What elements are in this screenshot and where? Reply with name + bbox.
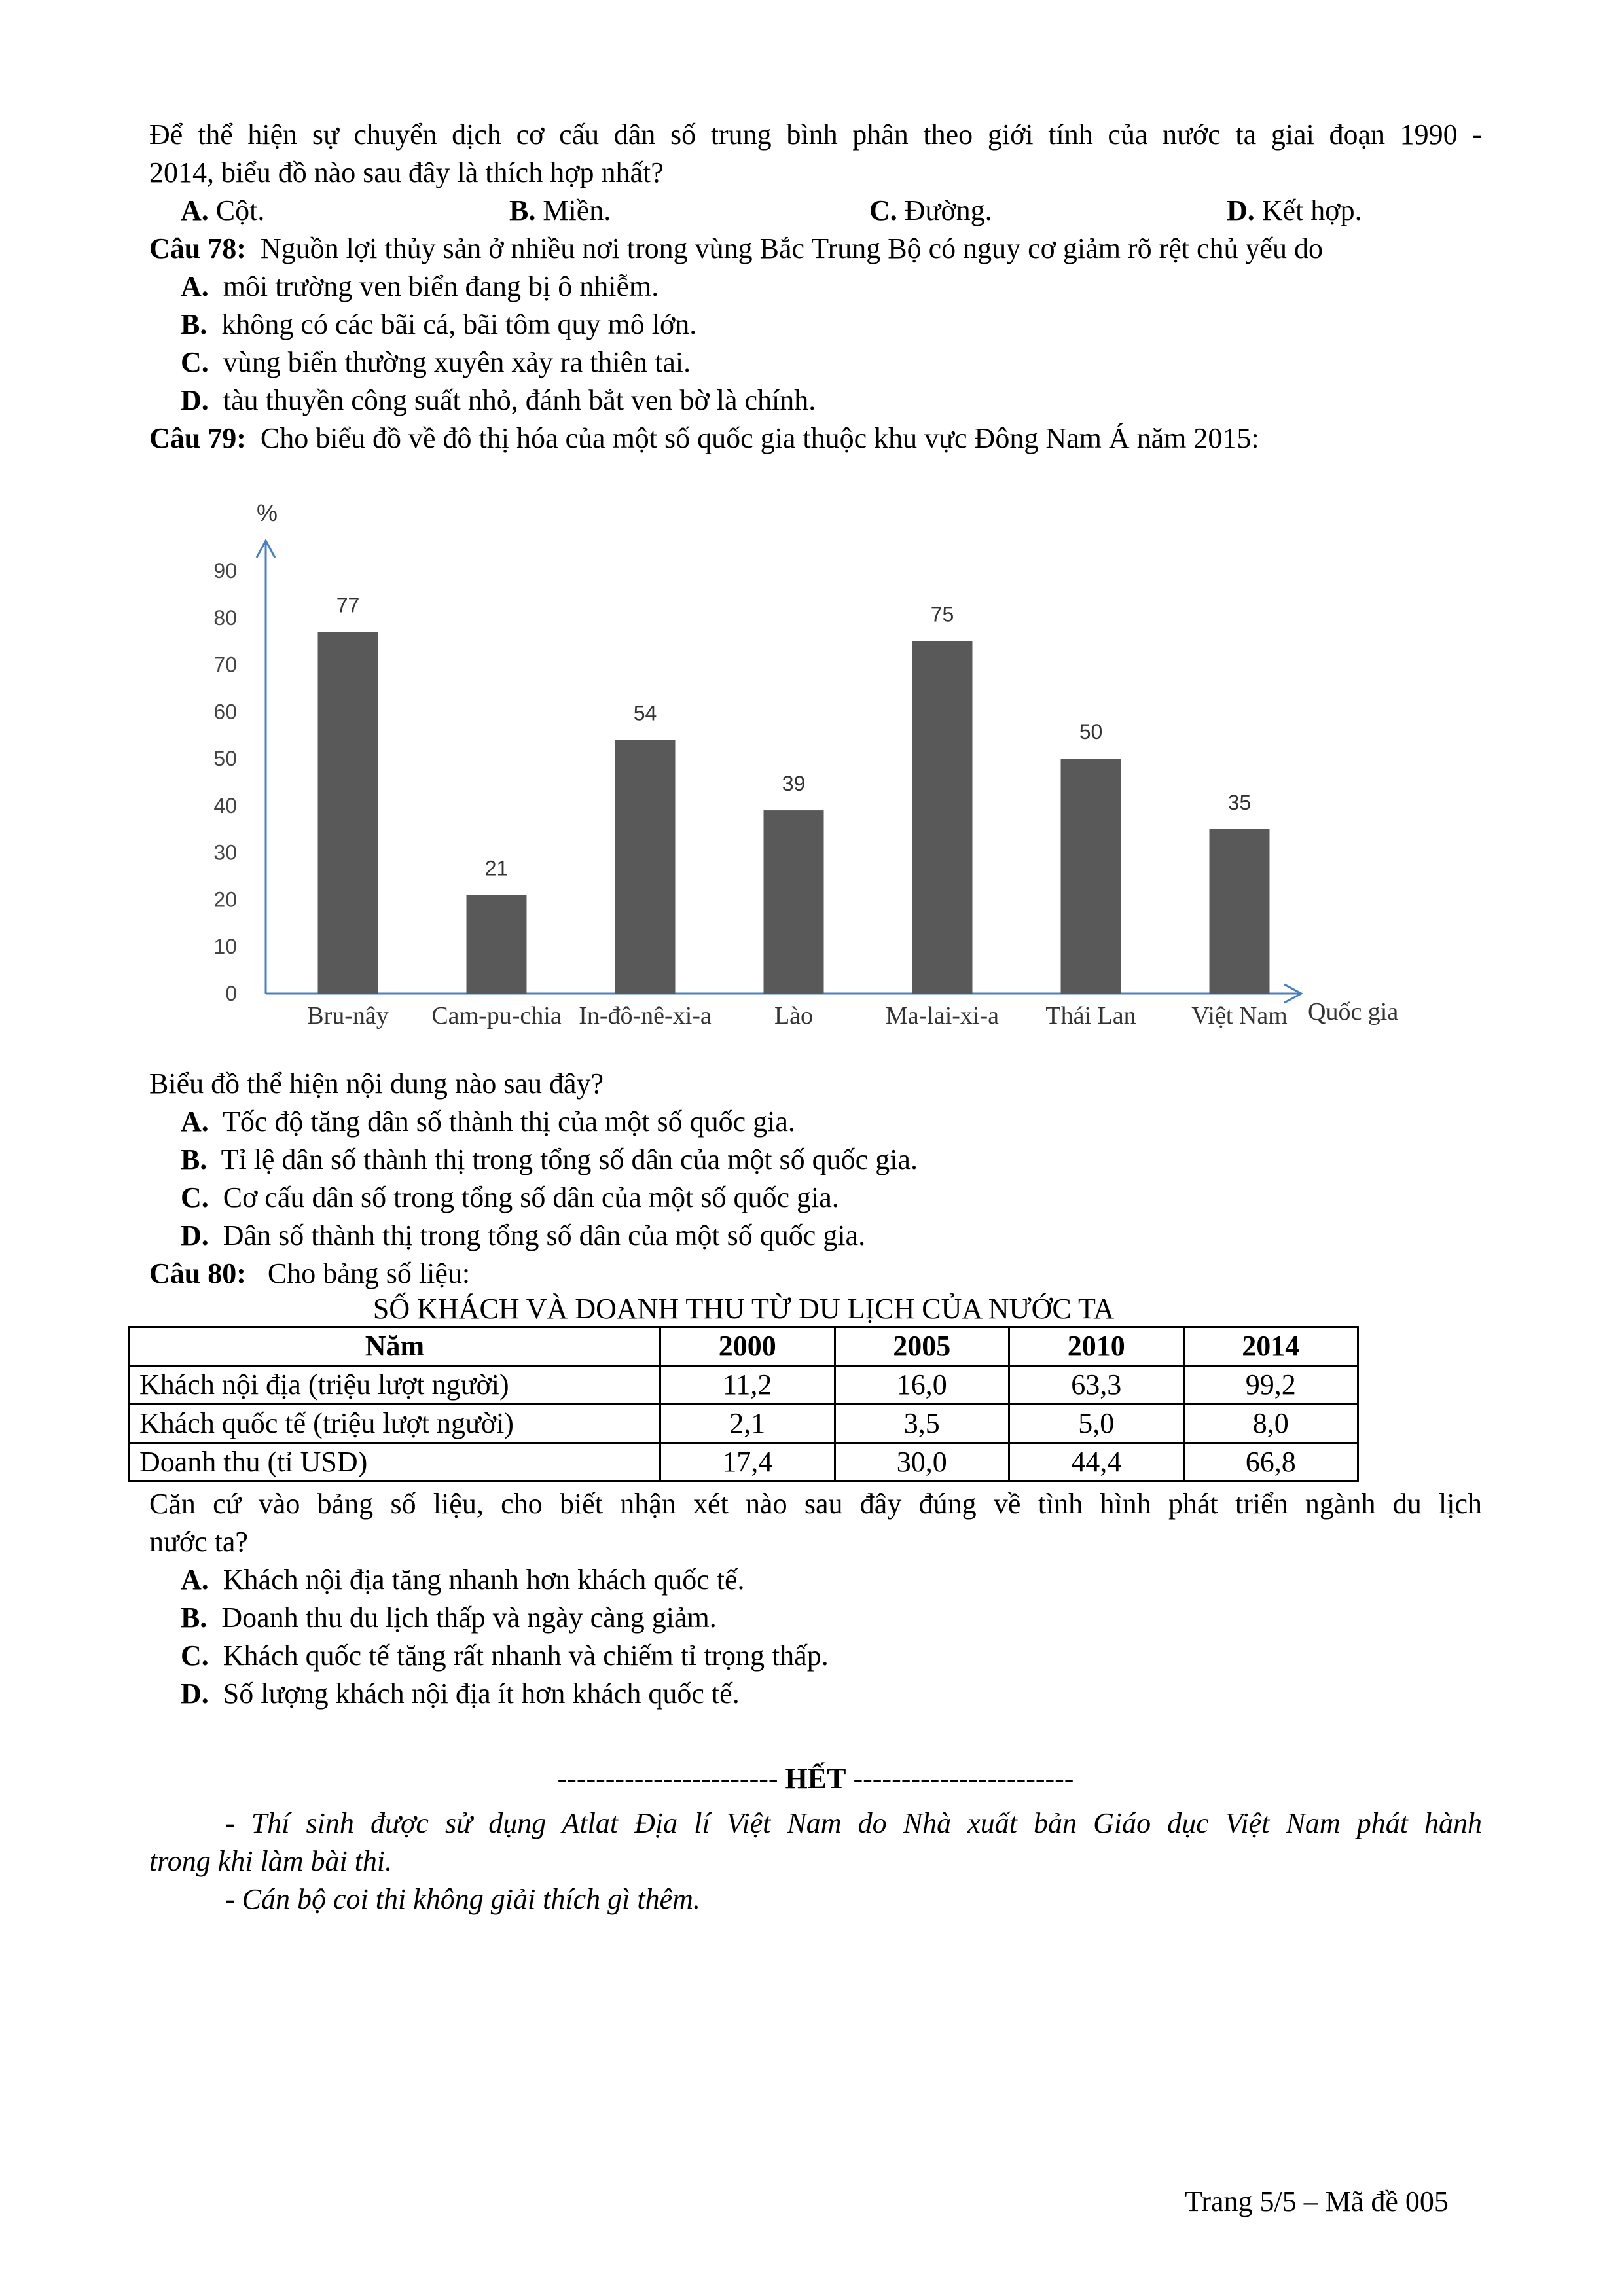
- y-tick-label: 10: [213, 935, 237, 959]
- end-marker: ----------------------- HẾT -----------------------: [557, 1763, 1074, 1795]
- table-header-cell: 2010: [1009, 1327, 1184, 1366]
- q79-label: Câu 79:: [149, 422, 246, 454]
- data-label: 77: [336, 593, 360, 617]
- q80-question-line1: Căn cứ vào bảng số liệu, cho biết nhận xét nào sau đây đúng về tình hình phát triển ngành du lịch: [149, 1488, 1482, 1520]
- category-label: Việt Nam: [1191, 1002, 1288, 1030]
- y-tick-label: 40: [213, 793, 237, 817]
- table-header-cell: 2000: [660, 1327, 835, 1366]
- table-title: SỐ KHÁCH VÀ DOANH THU TỪ DU LỊCH CỦA NƯỚC TA: [372, 1293, 1115, 1325]
- q80-option-b: B. Doanh thu du lịch thấp và ngày càng giảm.: [181, 1602, 717, 1634]
- q78-label: Câu 78:: [149, 232, 246, 264]
- q79-question: Biểu đồ thể hiện nội dung nào sau đây?: [149, 1067, 604, 1100]
- q80-option-a: A. Khách nội địa tăng nhanh hơn khách quốc tế.: [181, 1564, 745, 1596]
- q79-option-a: A. Tốc độ tăng dân số thành thị của một số quốc gia.: [181, 1105, 795, 1138]
- bar-3: [615, 740, 676, 994]
- table-cell: 17,4: [660, 1443, 835, 1482]
- y-tick-label: 80: [213, 605, 237, 630]
- q80-label: Câu 80:: [149, 1257, 246, 1289]
- table-cell: 16,0: [835, 1366, 1009, 1405]
- y-tick-label: 20: [213, 888, 237, 912]
- q77-option-d: D. Kết hợp.: [1227, 194, 1362, 226]
- note-atlat-line2: trong khi làm bài thi.: [149, 1845, 393, 1877]
- table-row: [130, 1405, 1358, 1443]
- y-tick-label: 90: [213, 559, 237, 583]
- category-label: Cam-pu-chia: [431, 1002, 562, 1030]
- table-cell: 3,5: [835, 1405, 1009, 1443]
- q79-option-d: D. Dân số thành thị trong tổng số dân của một số quốc gia.: [181, 1219, 866, 1251]
- q78-option-d: D. tàu thuyền công suất nhỏ, đánh bắt ven bờ là chính.: [181, 384, 816, 416]
- page-footer: Trang 5/5 – Mã đề 005: [1185, 2185, 1449, 2217]
- data-label: 54: [633, 701, 657, 725]
- table-cell: 63,3: [1009, 1366, 1184, 1405]
- data-label: 35: [1227, 790, 1252, 814]
- table-header-row: [130, 1327, 1358, 1366]
- bar-5: [912, 641, 973, 994]
- q77-stem-line2: 2014, biểu đồ nào sau đây là thích hợp nhất?: [149, 156, 664, 188]
- q77-option-b: B. Miền.: [509, 194, 611, 226]
- data-label: 21: [484, 856, 509, 880]
- category-label: In-đô-nê-xi-a: [579, 1002, 712, 1030]
- y-axis-label: %: [256, 499, 278, 526]
- bar-7: [1210, 829, 1270, 994]
- y-tick-label: 60: [213, 700, 237, 724]
- x-axis-label: Quốc gia: [1308, 998, 1399, 1026]
- table-header-cell: Năm: [130, 1327, 660, 1366]
- table-cell: Khách quốc tế (triệu lượt người): [130, 1405, 660, 1443]
- table-cell: 30,0: [835, 1443, 1009, 1482]
- q79-option-c: C. Cơ cấu dân số trong tổng số dân của một số quốc gia.: [181, 1181, 839, 1213]
- data-label: 50: [1079, 720, 1103, 744]
- bar-4: [764, 810, 824, 994]
- q80-question-line2: nước ta?: [149, 1526, 248, 1558]
- table-cell: 5,0: [1009, 1405, 1184, 1443]
- table-header-cell: 2014: [1183, 1327, 1358, 1366]
- y-tick-label: 30: [213, 840, 237, 865]
- q77-option-a: A. Cột.: [181, 194, 265, 226]
- q78-stem: Câu 78: Nguồn lợi thủy sản ở nhiều nơi trong vùng Bắc Trung Bộ có nguy cơ giảm rõ rệt chủ yếu do: [149, 232, 1324, 264]
- q78-option-b: B. không có các bãi cá, bãi tôm quy mô lớn.: [181, 308, 697, 340]
- table-cell: 44,4: [1009, 1443, 1184, 1482]
- bar-2: [467, 895, 527, 994]
- table-row: [130, 1366, 1358, 1405]
- table-cell: 99,2: [1183, 1366, 1358, 1405]
- category-label: Lào: [774, 1002, 814, 1030]
- tourism-table: [128, 1326, 1359, 1482]
- note-atlat-line1: - Thí sinh được sử dụng Atlat Địa lí Việt Nam do Nhà xuất bản Giáo dục Việt Nam phát hành: [225, 1807, 1482, 1839]
- table-cell: 11,2: [660, 1366, 835, 1405]
- table-cell: 66,8: [1183, 1443, 1358, 1482]
- q80-option-c: C. Khách quốc tế tăng rất nhanh và chiếm tỉ trọng thấp.: [181, 1640, 829, 1672]
- q79-option-b: B. Tỉ lệ dân số thành thị trong tổng số dân của một số quốc gia.: [181, 1143, 918, 1175]
- q78-option-c: C. vùng biển thường xuyên xảy ra thiên tai.: [181, 346, 691, 378]
- table-row: [130, 1443, 1358, 1482]
- q80-option-d: D. Số lượng khách nội địa ít hơn khách quốc tế.: [181, 1677, 740, 1710]
- category-label: Thái Lan: [1045, 1002, 1136, 1030]
- bar-6: [1061, 759, 1121, 994]
- data-label: 39: [782, 772, 806, 796]
- q80-stem: Câu 80: Cho bảng số liệu:: [149, 1257, 471, 1289]
- table-cell: Doanh thu (tỉ USD): [130, 1443, 660, 1482]
- note-proctor: - Cán bộ coi thi không giải thích gì thêm.: [225, 1883, 700, 1915]
- category-label: Ma-lai-xi-a: [885, 1002, 1000, 1030]
- table-cell: Khách nội địa (triệu lượt người): [130, 1366, 660, 1405]
- y-tick-label: 50: [213, 747, 237, 771]
- table-cell: 2,1: [660, 1405, 835, 1443]
- table-header-cell: 2005: [835, 1327, 1009, 1366]
- y-tick-label: 70: [213, 653, 237, 677]
- q77-option-c: C. Đường.: [869, 194, 992, 226]
- data-label: 75: [930, 602, 954, 626]
- q78-option-a: A. môi trường ven biển đang bị ô nhiễm.: [181, 270, 659, 302]
- q77-stem-line1: Để thể hiện sự chuyển dịch cơ cấu dân số trung bình phân theo giới tính của nước ta giai đoạn 1990 -: [149, 118, 1482, 151]
- bar-1: [318, 632, 378, 994]
- table-cell: 8,0: [1183, 1405, 1358, 1443]
- y-tick-label: 0: [225, 982, 237, 1005]
- q79-stem: Câu 79: Cho biểu đồ về đô thị hóa của một số quốc gia thuộc khu vực Đông Nam Á năm 2015:: [149, 422, 1259, 454]
- category-label: Bru-nây: [307, 1002, 389, 1030]
